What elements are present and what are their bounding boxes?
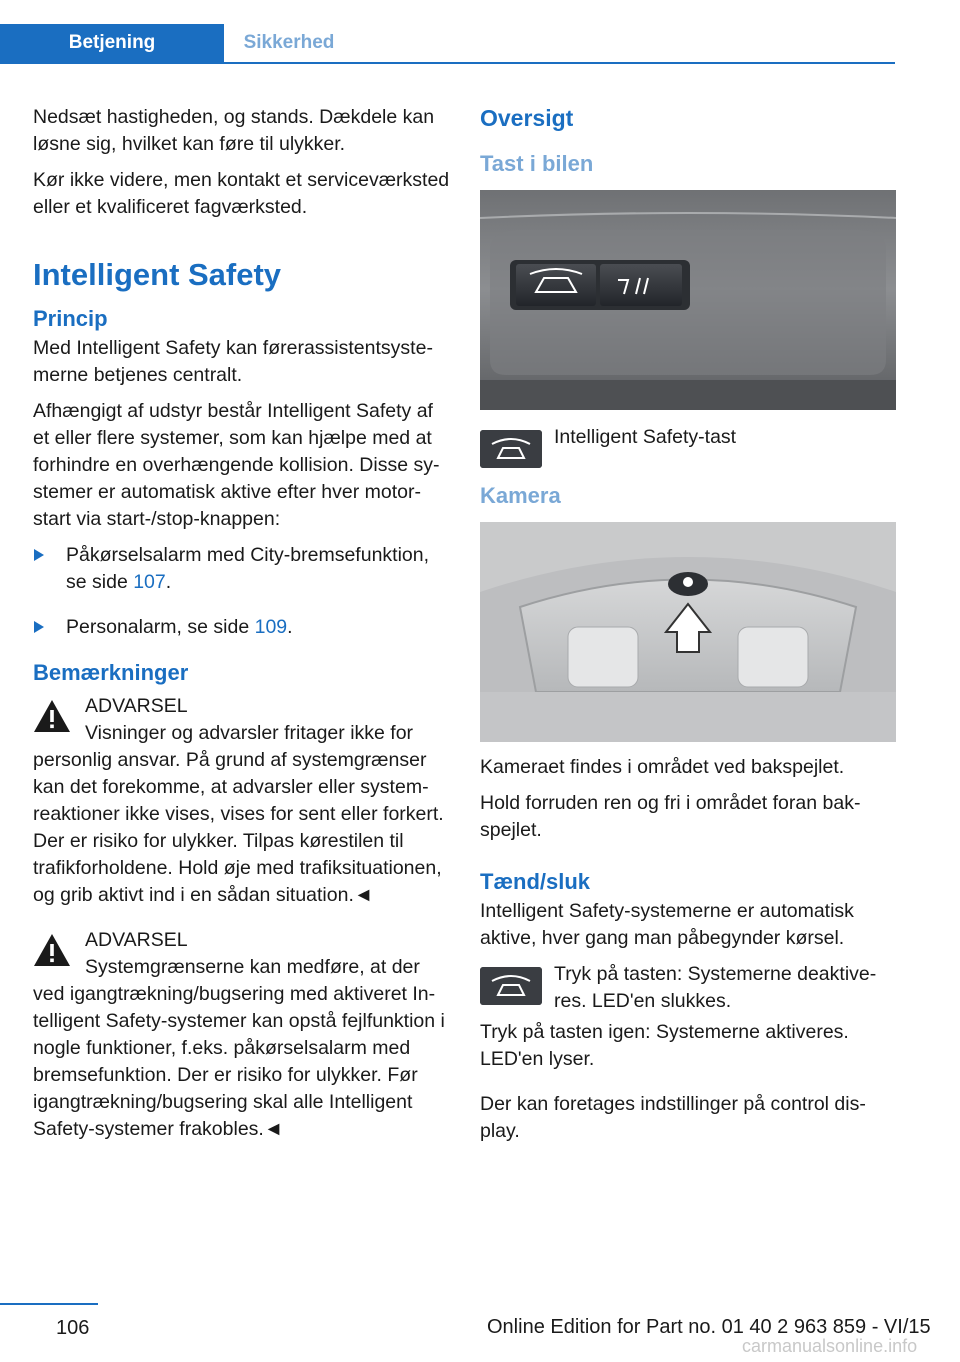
warning-block-1 bbox=[33, 693, 451, 909]
overview-heading: Oversigt bbox=[480, 105, 574, 131]
page-link-107[interactable]: 107 bbox=[133, 571, 166, 593]
camera-photo bbox=[480, 522, 896, 742]
camera-paragraph-2: Hold forruden ren og fri i området foran bakspejlet. bbox=[480, 792, 861, 841]
list-item-text: Påkørselsalarm med City-bremsefunktion, se side bbox=[66, 544, 430, 593]
systems-list bbox=[33, 542, 451, 641]
onoff-heading: Tænd/sluk bbox=[480, 869, 591, 894]
warning-text: Systemgrænserne kan medføre, at der ved igangtrækning/bugsering med aktiveret Intelligent Safety-systemer kan opstå fejlfunktion i nogle funktioner, f.eks. påkørselsalarm med bremsefunktion. Der er risiko for ulykker. Før igangtrækning/bugsering skal alle Intelligent Safety-systemer frakobles.◄ bbox=[33, 956, 445, 1140]
intro-paragraph-2: Kør ikke videre, men kontakt et serviceværksted eller et kvalificeret fagværksted. bbox=[33, 169, 450, 218]
button-panel-photo bbox=[480, 190, 896, 410]
camera-paragraph-1: Kameraet findes i området ved bakspejlet. bbox=[480, 756, 845, 778]
right-column bbox=[480, 104, 896, 1154]
intelligent-safety-key-icon bbox=[480, 967, 542, 1005]
page-number: 106 bbox=[56, 1317, 90, 1339]
onoff-paragraph-1: Intelligent Safety-systemerne er automatisk aktive, hver gang man påbegynder kørsel. bbox=[480, 900, 854, 949]
button-panel-illustration bbox=[480, 190, 896, 410]
warning-block-2 bbox=[33, 927, 451, 1143]
header-tab-bar bbox=[0, 24, 895, 64]
tab-sikkerhed[interactable]: Sikkerhed bbox=[224, 24, 354, 62]
notes-heading: Bemærkninger bbox=[33, 660, 189, 685]
princip-paragraph-2: Afhængigt af udstyr består Intelligent Safety af et eller flere systemer, som kan hjælpe med at forhindre en overhængende kollision. Disse systemer er automatisk aktive efter hver motorstart via start-/stop-knappen: bbox=[33, 400, 440, 530]
camera-location-illustration bbox=[480, 522, 896, 742]
section-title: Intelligent Safety bbox=[33, 257, 282, 292]
warning-label: ADVARSEL bbox=[85, 929, 188, 951]
list-item-text: Personalarm, se side bbox=[66, 616, 255, 638]
princip-heading: Princip bbox=[33, 306, 108, 331]
intelligent-safety-key-icon bbox=[480, 430, 542, 468]
key-heading: Tast i bilen bbox=[480, 151, 594, 176]
tab-betjening[interactable]: Betjening bbox=[0, 24, 224, 62]
onoff-paragraph-2: Tryk på tasten igen: Systemerne aktiveres. LED'en lyser. bbox=[480, 1021, 849, 1070]
intro-paragraph-1: Nedsæt hastigheden, og stands. Dækdele kan løsne sig, hvilket kan føre til ulykker. bbox=[33, 106, 435, 155]
list-item bbox=[33, 542, 451, 596]
princip-paragraph-1: Med Intelligent Safety kan førerassistentsystemerne betjenes centralt. bbox=[33, 337, 433, 386]
warning-label: ADVARSEL bbox=[85, 695, 188, 717]
warning-triangle-icon bbox=[33, 933, 71, 967]
key-caption: Intelligent Safety-tast bbox=[554, 426, 737, 448]
key-caption-row bbox=[480, 424, 896, 470]
onoff-paragraph-3: Der kan foretages indstillinger på control display. bbox=[480, 1093, 866, 1142]
onoff-key-text: Tryk på tasten: Systemerne deaktiveres. LED'en slukkes. bbox=[554, 963, 877, 1012]
list-item-end: . bbox=[165, 571, 172, 593]
left-column bbox=[33, 104, 451, 1161]
list-item bbox=[33, 614, 451, 641]
list-item-end: . bbox=[287, 616, 293, 638]
onoff-key-row bbox=[480, 961, 896, 1015]
warning-triangle-icon bbox=[33, 699, 71, 733]
footer-divider bbox=[0, 1303, 98, 1305]
warning-text: Visninger og advarsler fritager ikke for personlig ansvar. På grund af systemgrænser kan det forekomme, at advarsler eller systemreaktioner ikke vises, vises for sent eller forkert. Der er risiko for ulykker. Tilpas kørestilen til trafikforholdene. Hold øje med trafiksituationen, og grib aktivt ind i en sådan situation.◄ bbox=[33, 722, 444, 906]
watermark: carmanualsonline.info bbox=[742, 1336, 918, 1356]
camera-heading: Kamera bbox=[480, 483, 561, 508]
page-link-109[interactable]: 109 bbox=[254, 616, 288, 638]
edition-text: Online Edition for Part no. 01 40 2 963 859 - VI/15 bbox=[487, 1316, 931, 1338]
